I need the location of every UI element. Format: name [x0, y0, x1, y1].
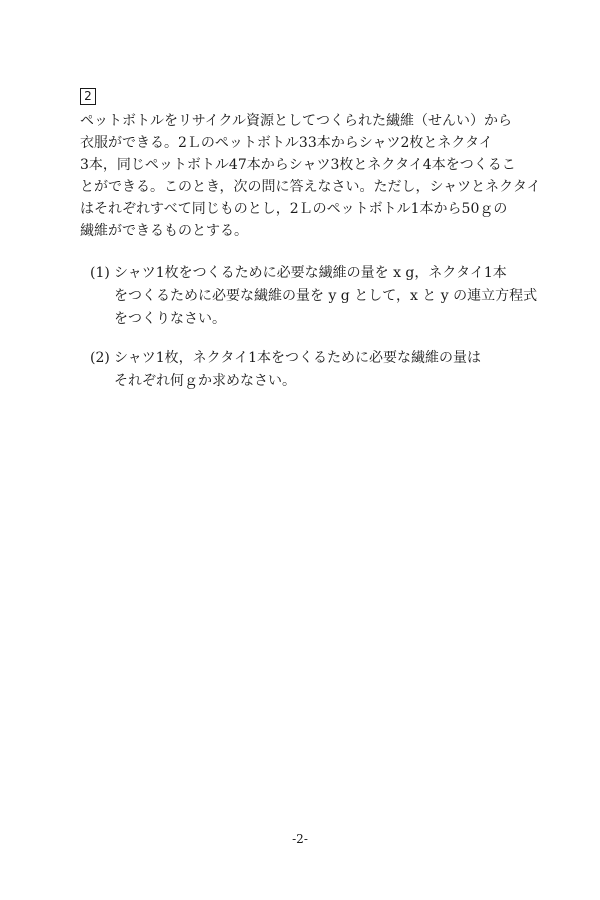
sub-question-1-label: (1)	[90, 265, 110, 281]
sub-question-2	[90, 347, 530, 393]
sub-question-line: シャツ1枚，ネクタイ1本をつくるために必要な繊維の量は	[114, 350, 481, 366]
sub-question-2-label: (2)	[90, 350, 110, 366]
sub-question-line: をつくりなさい。	[114, 311, 226, 327]
intro-line: ペットボトルをリサイクル資源としてつくられた繊維（せんい）から	[80, 113, 513, 129]
question-intro	[80, 110, 541, 242]
sub-question-1	[90, 262, 538, 331]
intro-line: 繊維ができるものとする。	[80, 223, 248, 239]
page-number: -2-	[292, 832, 308, 846]
intro-line: はそれぞれすべて同じものとし，2Ｌのペットボトル1本から50ｇの	[80, 201, 508, 217]
sub-question-line: をつくるために必要な繊維の量を y g として，x と y の連立方程式	[114, 288, 538, 304]
intro-line: 3本，同じペットボトル47本からシャツ3枚とネクタイ4本をつくるこ	[80, 157, 516, 173]
sub-question-line: それぞれ何ｇか求めなさい。	[114, 373, 296, 389]
question-number-box: 2	[80, 88, 96, 105]
intro-line: とができる。このとき，次の問に答えなさい。ただし，シャツとネクタイ	[80, 179, 541, 195]
intro-line: 衣服ができる。2Ｌのペットボトル33本からシャツ2枚とネクタイ	[80, 135, 493, 151]
sub-question-line: シャツ1枚をつくるために必要な繊維の量を x g，ネクタイ1本	[114, 265, 507, 281]
